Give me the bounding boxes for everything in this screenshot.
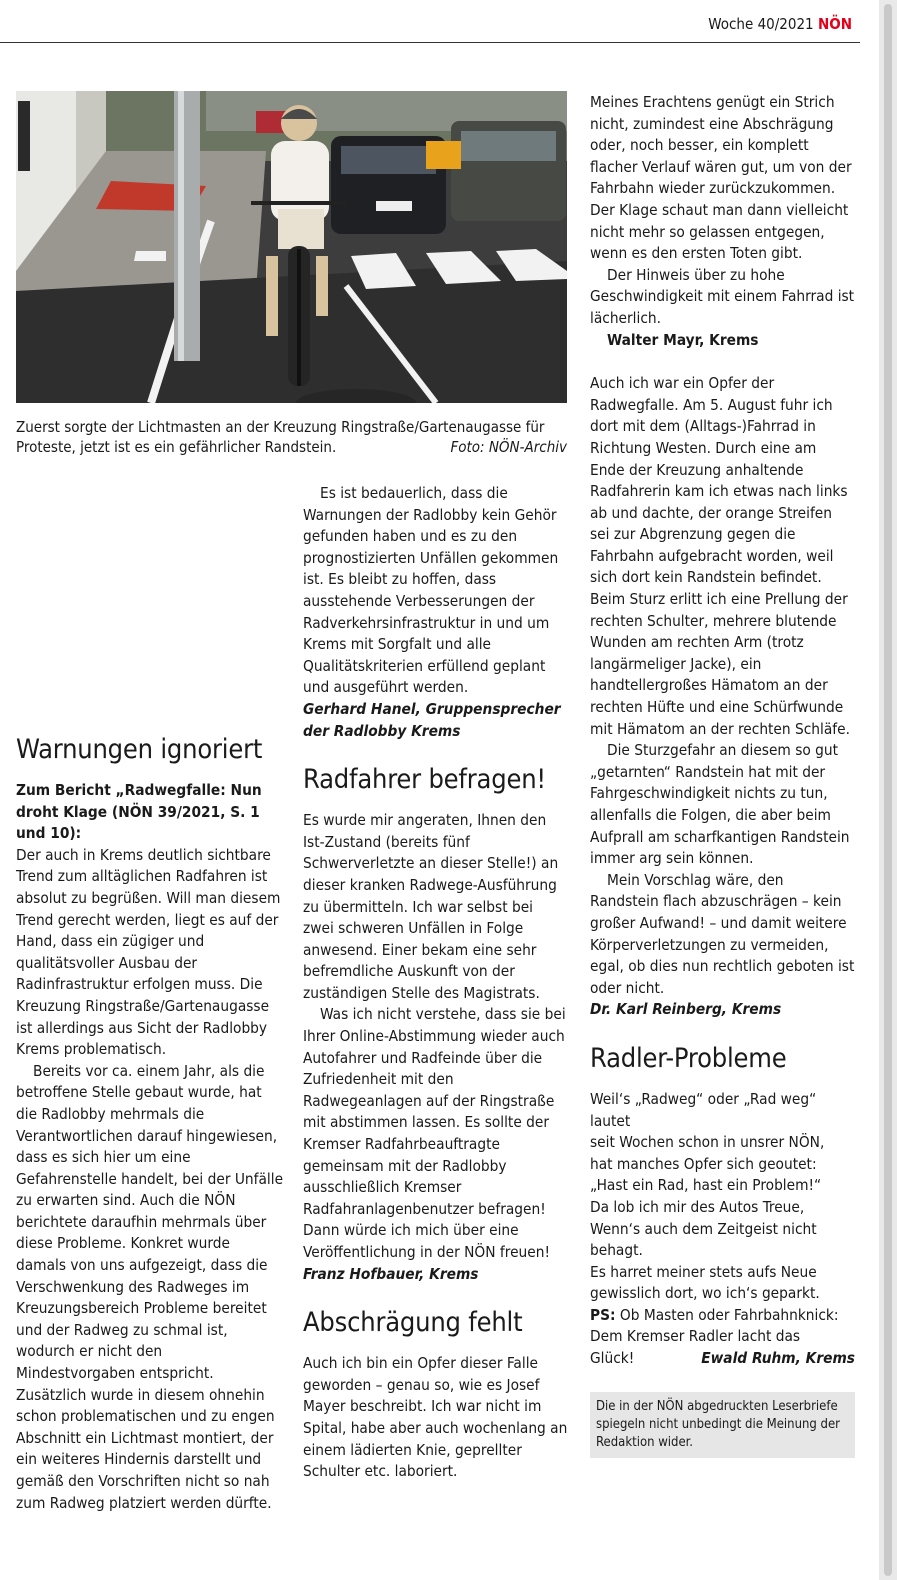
author-signature: Ewald Ruhm, Krems — [701, 1349, 855, 1368]
brand-logo: NÖN — [817, 15, 852, 33]
column-3 — [590, 92, 855, 1458]
headline-radler-probleme: Radler-Probleme — [590, 1042, 787, 1074]
poem-line: „Hast ein Rad, hast ein Problem!“ — [590, 1176, 822, 1195]
paragraph: Was ich nicht verstehe, dass sie bei Ihrer Online-Abstimmung wieder auch Autofahrer und Radfeinde über die Zufriedenheit mit den Radwegeanlagen auf der Ringstraße mit abstimmen lassen. Es sollte der Kremser Radfahrbeauftragte gemeinsam mit der Radlobby ausschließlich Kremser Radfahranlagenbenutzer befragen! Dann würde ich mich über eine Veröffentlichung in der NÖN freuen! — [303, 1005, 566, 1261]
poem-line: seit Wochen schon in unsrer NÖN, — [590, 1133, 825, 1152]
author-signature: Franz Hofbauer, Krems — [303, 1264, 479, 1283]
paragraph: Der Hinweis über zu hohe Geschwindigkeit mit einem Fahrrad ist lächerlich. — [590, 265, 855, 327]
headline-warnungen: Warnungen ignoriert — [16, 734, 263, 765]
paragraph: Es ist bedauerlich, dass die Warnungen der Radlobby kein Gehör gefunden haben und es zu den prognostizierten Unfällen gekommen ist. Es bleibt zu hoffen, dass ausstehende Verbesserungen der Radverkehrsinfrastruktur in und um Krems mit Sorgfalt und alle Qualitätskriterien erfüllend geplant und ausgeführt werden. — [303, 484, 559, 697]
postscript — [590, 1305, 855, 1327]
paragraph: Auch ich war ein Opfer der Radwegfalle. Am 5. August fuhr ich dort mit dem (Alltags-)Fahrrad in Richtung Westen. Durch eine am Ende der Kreuzung anhaltende Radfahrerin kam ich etwas nach links ab und dachte, der orange Streifen sei zur Abgrenzung gegen die Fahrbahn aufgebracht worden, weil sich dort kein Randstein befindet. Beim Sturz erlitt ich eine Prellung der rechten Schulter, mehrere blutende Wunden am rechten Arm (trotz langärmeliger Jacke), ein handtellergroßes Hämatom an der rechten Hüfte und eine Schürfwunde mit Hämatom an der rechten Schläfe. — [590, 374, 850, 738]
paragraph: Meines Erachtens genügt ein Strich nicht, zumindest eine Abschrägung oder, noch besser, ein komplett flacher Verlauf wären gut, um von der Fahrbahn wieder zurückzukommen. Der Klage schaut man dann vielleicht nicht mehr so gelassen entgegen, wenn es den ersten Toten gibt. — [590, 93, 852, 263]
ps-text: Ob Masten oder Fahrbahnknick: — [619, 1305, 839, 1324]
paragraph: Mein Vorschlag wäre, den Randstein flach abzuschrägen – kein großer Aufwand! – und damit weitere Körperverletzungen zu vermeiden, egal, ob dies nun rechtlich geboten ist oder nicht. — [590, 870, 855, 997]
author-signature: Walter Mayr, Krems — [607, 330, 759, 349]
paragraph: Der auch in Krems deutlich sichtbare Trend zum alltäglichen Radfahren ist absolut zu begrüßen. Will man diesem Trend gerecht werden, liegt es auf der Hand, dass ein zügiger und qualitätsvoller Ausbau der Radinfrastruktur erfolgen muss. Die Kreuzung Ringstraße/Gartenaugasse ist allerdings aus Sicht der Radlobby Krems problematisch. — [16, 845, 281, 1059]
postscript-line: Dem Kremser Radler lacht das — [590, 1327, 801, 1346]
poem-line: Da lob ich mir des Autos Treue, — [590, 1197, 805, 1216]
paragraph: Bereits vor ca. einem Jahr, als die betroffene Stelle gebaut wurde, hat die Radlobby mehrmals die Verantwortlichen darauf hingewiesen, dass es sich hier um eine Gefahrenstelle handelt, bei der Unfälle zu erwarten sind. Auch die NÖN berichtete daraufhin mehrmals über diese Probleme. Konkret wurde damals von uns aufgezeigt, dass die Verschwenkung des Radweges im Kreuzungsbereich Probleme bereitet und der Radweg zu schmal ist, wodurch er nicht den Mindestvorgaben entspricht. Zusätzlich wurde in diesem ohnehin schon problematischen und zu engen Abschnitt ein Lichtmast montiert, der ein weiteres Hindernis darstellt und gemäß den Vorschriften nicht so nah zum Radweg platziert werden dürfte. — [16, 1061, 284, 1512]
column-1 — [16, 734, 284, 1514]
issue-label — [708, 15, 852, 33]
photo-caption — [16, 417, 567, 457]
caption-text: Zuerst sorgte der Lichtmasten an der Kreuzung Ringstraße/Gartenaugasse für Proteste, jetzt ist es ein gefährlicher Randstein. — [16, 418, 545, 456]
street-photo — [16, 91, 567, 403]
author-signature: Gerhard Hanel, Gruppensprecher der Radlobby Krems — [303, 699, 561, 740]
author-signature: Dr. Karl Reinberg, Krems — [590, 1000, 782, 1019]
poem-line: Wenn‘s auch dem Zeitgeist nicht behagt. — [590, 1219, 817, 1260]
week-label: Woche 40/2021 — [708, 15, 814, 33]
scrollbar-thumb[interactable] — [884, 4, 892, 1576]
vertical-scrollbar[interactable] — [879, 0, 897, 1580]
paragraph: Die Sturzgefahr an diesem so gut „getarnten“ Randstein hat mit der Fahrgeschwindigkeit nichts zu tun, allenfalls die Folgen, die aber beim Aufprall am scharfkantigen Randstein immer arg sein können. — [590, 741, 850, 868]
paragraph: Auch ich bin ein Opfer dieser Falle geworden – genau so, wie es Josef Mayer beschreibt. Ich war nicht im Spital, habe aber auch wochenlang an einem lädierten Knie, geprellter Schulter etc. laboriert. — [303, 1354, 568, 1481]
poem-line: gewisslich dort, wo ich‘s geparkt. — [590, 1284, 820, 1303]
postscript-line: Glück! — [590, 1349, 635, 1368]
paragraph: Es wurde mir angeraten, Ihnen den Ist-Zustand (bereits fünf Schwerverletzte an dieser Stelle!) an dieser kranken Radwege-Ausführung zu übermitteln. Ich war selbst bei zwei schweren Unfällen in Folge anwesend. Einer bekam eine sehr befremdliche Auskunft von der zuständigen Stelle des Magistrats. — [303, 811, 559, 1002]
photo-credit: Foto: NÖN-Archiv — [450, 438, 567, 456]
poem-line: Es harret meiner stets aufs Neue — [590, 1262, 817, 1281]
poem-line: hat manches Opfer sich geoutet: — [590, 1154, 817, 1173]
ps-label: PS: — [590, 1305, 616, 1324]
postscript-end — [590, 1348, 855, 1370]
poem-line: Weil‘s „Radweg“ oder „Rad weg“ lautet — [590, 1089, 817, 1130]
column-2 — [303, 483, 568, 1483]
letter-reference: Zum Bericht „Radwegfalle: Nun droht Klage (NÖN 39/2021, S. 1 und 10): — [16, 781, 262, 843]
headline-radfahrer-befragen: Radfahrer befragen! — [303, 764, 546, 796]
headline-abschraegung-fehlt: Abschrägung fehlt — [303, 1307, 523, 1339]
page-header — [0, 0, 860, 43]
editorial-disclaimer: Die in der NÖN abgedruckten Leserbriefe spiegeln nicht unbedingt die Meinung der Redaktion wider. — [590, 1392, 855, 1458]
